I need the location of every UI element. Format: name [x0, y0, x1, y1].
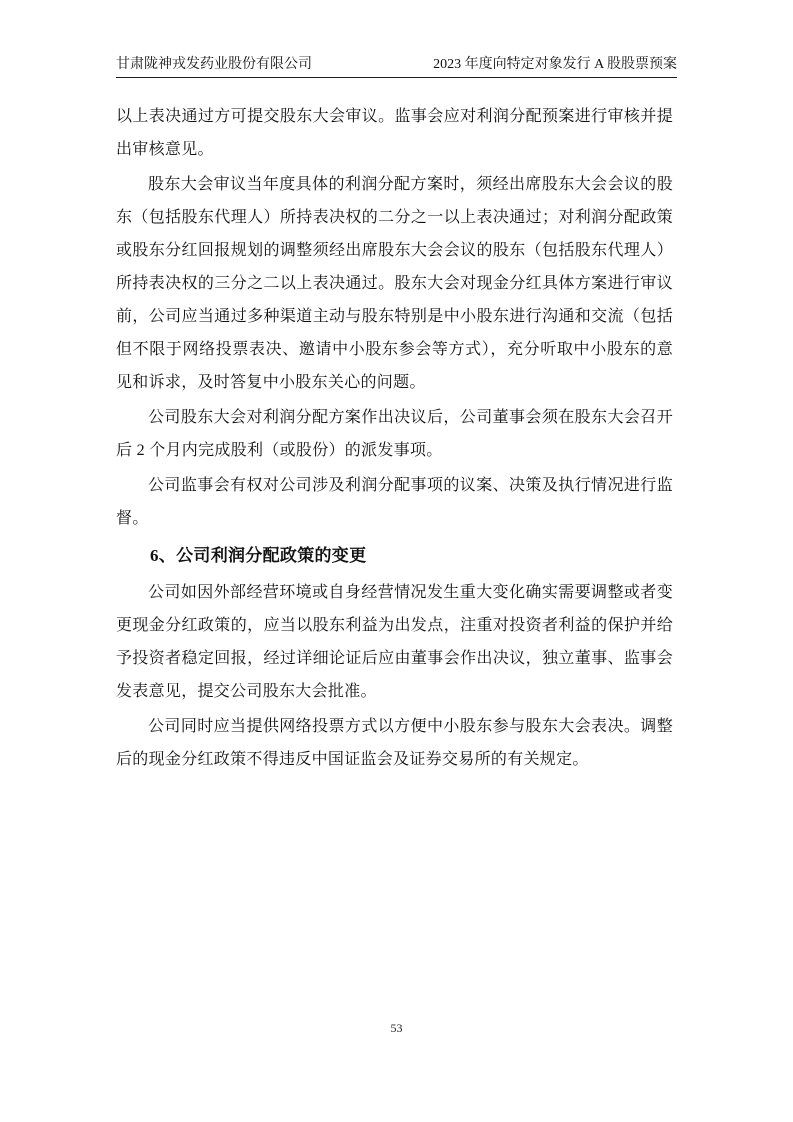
header-rule [116, 77, 677, 78]
body-paragraph: 以上表决通过方可提交股东大会审议。监事会应对利润分配预案进行审核并提出审核意见。 [116, 108, 673, 158]
body-paragraph: 股东大会审议当年度具体的利润分配方案时，须经出席股东大会会议的股东（包括股东代理人）所持表决权的二分之一以上表决通过；对利润分配政策或股东分红回报规划的调整须经出席股东大会会议的股东（包括股东代理人）所持表决权的三分之二以上表决通过。股东大会对现金分红具体方案进行审议前，公司应当通过多种渠道主动与股东特别是中小股东进行沟通和交流（包括但不限于网络投票表决、邀请中小股东参会等方式），充分听取中小股东的意见和诉求，及时答复中小股东关心的问题。 [116, 176, 673, 391]
body-paragraph: 公司同时应当提供网络投票方式以方便中小股东参与股东大会表决。调整后的现金分红政策不得违反中国证监会及证券交易所的有关规定。 [116, 718, 673, 768]
page-footer [0, 1021, 793, 1036]
section-heading: 6、公司利润分配政策的变更 [150, 546, 367, 565]
body-paragraph: 公司股东大会对利润分配方案作出决议后，公司董事会须在股东大会召开后 2 个月内完成股利（或股份）的派发事项。 [116, 409, 673, 459]
page-number: 53 [390, 1021, 403, 1035]
header-company-name: 甘肃陇神戎发药业股份有限公司 [116, 57, 312, 72]
page-header [116, 56, 677, 78]
document-body [116, 100, 673, 778]
body-paragraph: 公司监事会有权对公司涉及利润分配事项的议案、决策及执行情况进行监督。 [116, 477, 673, 527]
header-document-title: 2023 年度向特定对象发行 A 股股票预案 [433, 57, 677, 72]
body-paragraph: 公司如因外部经营环境或自身经营情况发生重大变化确实需要调整或者变更现金分红政策的，应当以股东利益为出发点，注重对投资者利益的保护并给予投资者稳定回报，经过详细论证后应由董事会作出决议，独立董事、监事会发表意见，提交公司股东大会批准。 [116, 584, 673, 700]
